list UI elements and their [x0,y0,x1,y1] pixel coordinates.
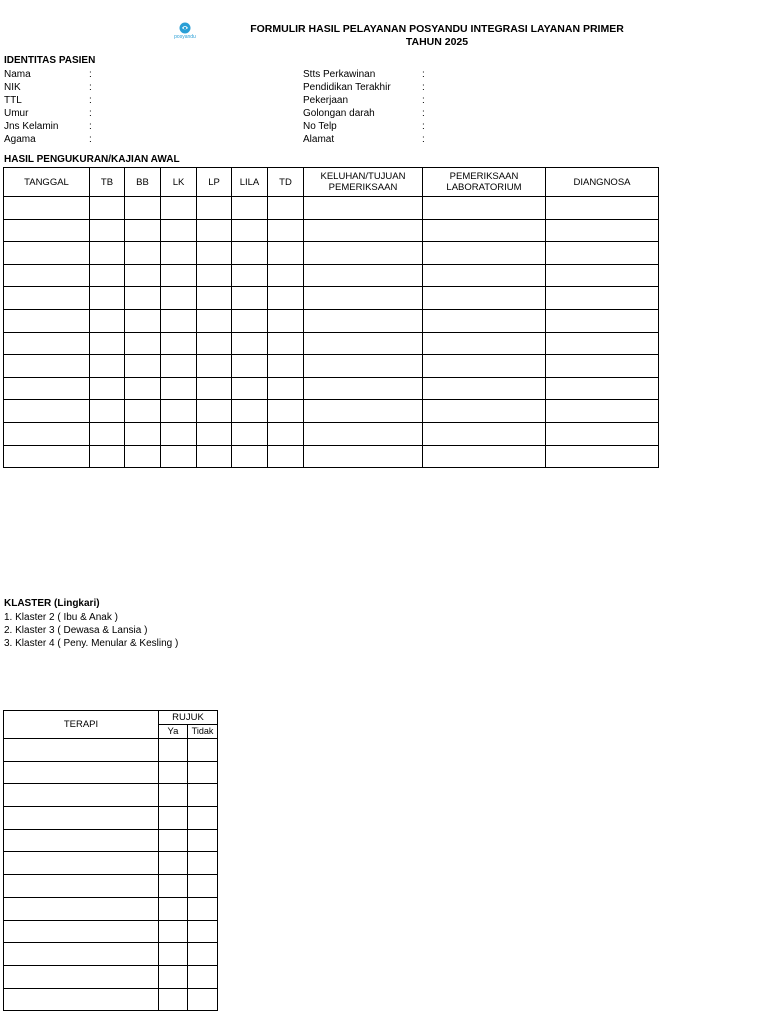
hasil-table-cell[interactable] [161,197,197,220]
hasil-table-row [4,377,659,400]
hasil-table-cell[interactable] [423,264,546,287]
hasil-table-cell[interactable] [232,332,268,355]
hasil-table-cell[interactable] [546,445,659,468]
hasil-table-cell[interactable] [546,264,659,287]
terapi-body [4,739,218,1011]
hasil-table-cell[interactable] [232,219,268,242]
terapi-cell[interactable] [4,761,159,784]
hasil-table-cell[interactable] [125,377,161,400]
form-title-line1: FORMULIR HASIL PELAYANAN POSYANDU INTEGRASI LAYANAN PRIMER [250,23,624,35]
rujuk-ya-cell[interactable] [159,852,188,875]
hasil-column-header: PEMERIKSAAN LABORATORIUM [423,168,546,197]
hasil-table-cell[interactable] [4,445,90,468]
hasil-table-cell[interactable] [423,422,546,445]
terapi-cell[interactable] [4,739,159,762]
hasil-table-cell[interactable] [268,422,304,445]
identitas-left-field-label: Jns Kelamin [4,121,59,132]
hasil-table-cell[interactable] [197,445,232,468]
terapi-table-row [4,988,218,1011]
hasil-table-cell[interactable] [423,197,546,220]
hasil-table-cell[interactable] [546,422,659,445]
terapi-cell[interactable] [4,920,159,943]
posyandu-logo [171,22,199,44]
hasil-table-cell[interactable] [546,287,659,310]
terapi-cell[interactable] [4,784,159,807]
identitas-left-field-colon: : [89,121,92,132]
rujuk-header: RUJUK [159,711,218,725]
hasil-table-cell[interactable] [304,197,423,220]
klaster-item[interactable]: 1. Klaster 2 ( Ibu & Anak ) [4,612,118,623]
hasil-table-row [4,400,659,423]
identitas-left-field-colon: : [89,69,92,80]
rujuk-ya-cell[interactable] [159,739,188,762]
hasil-table-cell[interactable] [423,377,546,400]
hasil-table-cell[interactable] [125,355,161,378]
hasil-table-cell[interactable] [197,242,232,265]
rujuk-ya-cell[interactable] [159,943,188,966]
hasil-table-cell[interactable] [423,332,546,355]
hasil-table-cell[interactable] [161,242,197,265]
rujuk-ya-cell[interactable] [159,829,188,852]
hasil-table-cell[interactable] [90,219,125,242]
hasil-table-cell[interactable] [125,400,161,423]
hasil-table-cell[interactable] [304,332,423,355]
hasil-table-cell[interactable] [4,355,90,378]
hasil-title: HASIL PENGUKURAN/KAJIAN AWAL [4,154,180,165]
hasil-column-header: BB [125,168,161,197]
terapi-cell[interactable] [4,875,159,898]
hasil-table-cell[interactable] [304,287,423,310]
hasil-table-cell[interactable] [232,242,268,265]
klaster-list [4,611,178,650]
identitas-left-field-colon: : [89,134,92,145]
hasil-table-cell[interactable] [161,400,197,423]
hasil-table-row [4,332,659,355]
hasil-table-cell[interactable] [197,219,232,242]
hasil-table-cell[interactable] [197,355,232,378]
identitas-right-field-label: Pekerjaan [303,95,349,106]
hasil-column-header: LILA [232,168,268,197]
hasil-table-cell[interactable] [304,219,423,242]
terapi-cell[interactable] [4,807,159,830]
terapi-table-row [4,761,218,784]
identitas-left-field-label: Agama [4,134,36,145]
hasil-table-cell[interactable] [4,264,90,287]
hasil-table-row [4,264,659,287]
hasil-table-cell[interactable] [546,309,659,332]
hasil-table-cell[interactable] [4,309,90,332]
identitas-right-block [303,68,583,148]
posyandu-logo-icon [178,22,192,34]
hasil-table-cell[interactable] [268,355,304,378]
hasil-table-row [4,242,659,265]
terapi-table-row [4,784,218,807]
terapi-header-row [4,711,218,725]
hasil-column-header: LP [197,168,232,197]
hasil-column-header: LK [161,168,197,197]
hasil-table-cell[interactable] [232,377,268,400]
rujuk-tidak-cell[interactable] [188,784,218,807]
hasil-table-cell[interactable] [232,355,268,378]
hasil-table-cell[interactable] [125,332,161,355]
rujuk-ya-cell[interactable] [159,988,188,1011]
terapi-cell[interactable] [4,829,159,852]
hasil-table-cell[interactable] [161,377,197,400]
identitas-right-field-colon: : [422,108,425,119]
terapi-table-row [4,807,218,830]
terapi-table-row [4,875,218,898]
hasil-table-cell[interactable] [423,400,546,423]
rujuk-ya-cell[interactable] [159,807,188,830]
hasil-table-cell[interactable] [268,309,304,332]
hasil-table-row [4,445,659,468]
hasil-table-cell[interactable] [304,445,423,468]
identitas-right-field-colon: : [422,82,425,93]
form-title [232,23,642,49]
identitas-right-field-colon: : [422,95,425,106]
hasil-table-cell[interactable] [90,264,125,287]
hasil-table-cell[interactable] [161,287,197,310]
hasil-table-cell[interactable] [197,332,232,355]
hasil-table-cell[interactable] [4,219,90,242]
rujuk-tidak-cell[interactable] [188,920,218,943]
hasil-table-cell[interactable] [161,219,197,242]
hasil-table-cell[interactable] [232,264,268,287]
hasil-table-cell[interactable] [268,197,304,220]
hasil-table-cell[interactable] [90,377,125,400]
rujuk-tidak-cell[interactable] [188,807,218,830]
hasil-body [4,197,659,468]
hasil-table-row [4,355,659,378]
hasil-table-row [4,422,659,445]
hasil-table-cell[interactable] [423,309,546,332]
terapi-cell[interactable] [4,965,159,988]
rujuk-tidak-cell[interactable] [188,829,218,852]
hasil-table-cell[interactable] [161,422,197,445]
hasil-table-cell[interactable] [268,264,304,287]
identitas-right-field-colon: : [422,134,425,145]
klaster-item[interactable]: 2. Klaster 3 ( Dewasa & Lansia ) [4,625,148,636]
terapi-table-row [4,943,218,966]
terapi-cell[interactable] [4,943,159,966]
rujuk-ya-cell[interactable] [159,920,188,943]
hasil-table-cell[interactable] [197,287,232,310]
hasil-table-cell[interactable] [423,287,546,310]
hasil-table-cell[interactable] [125,264,161,287]
terapi-cell[interactable] [4,988,159,1011]
hasil-table-cell[interactable] [268,445,304,468]
klaster-item[interactable]: 3. Klaster 4 ( Peny. Menular & Kesling ) [4,638,179,649]
hasil-table-row [4,197,659,220]
rujuk-ya-cell[interactable] [159,784,188,807]
hasil-table-cell[interactable] [546,332,659,355]
hasil-table-cell[interactable] [197,422,232,445]
hasil-table-cell[interactable] [125,287,161,310]
hasil-table-cell[interactable] [90,332,125,355]
hasil-table [3,167,659,468]
identitas-left-field-colon: : [89,108,92,119]
hasil-table-cell[interactable] [546,377,659,400]
hasil-table-cell[interactable] [546,197,659,220]
hasil-table-cell[interactable] [125,219,161,242]
hasil-column-header: TD [268,168,304,197]
terapi-table-row [4,965,218,988]
hasil-table-cell[interactable] [4,377,90,400]
hasil-table-cell[interactable] [423,242,546,265]
hasil-table-cell[interactable] [304,242,423,265]
identitas-right-field-colon: : [422,121,425,132]
hasil-table-cell[interactable] [268,242,304,265]
hasil-column-header: DIANGNOSA [546,168,659,197]
hasil-table-cell[interactable] [546,219,659,242]
hasil-table-cell[interactable] [304,264,423,287]
hasil-table-cell[interactable] [161,264,197,287]
rujuk-tidak-cell[interactable] [188,761,218,784]
rujuk-tidak-cell[interactable] [188,988,218,1011]
hasil-header-row [4,168,659,197]
rujuk-tidak-cell[interactable] [188,965,218,988]
hasil-table-cell[interactable] [90,422,125,445]
hasil-table-cell[interactable] [268,219,304,242]
hasil-table-cell[interactable] [125,445,161,468]
hasil-table-cell[interactable] [268,377,304,400]
rujuk-tidak-cell[interactable] [188,852,218,875]
identitas-right-field-label: Alamat [303,134,335,145]
terapi-table-row [4,852,218,875]
identitas-right-field-label: Pendidikan Terakhir [303,82,391,93]
rujuk-ya-cell[interactable] [159,897,188,920]
hasil-table-row [4,219,659,242]
logo-text: posyandu [174,34,196,40]
identitas-right-field-label: No Telp [303,121,337,132]
form-title-line2: TAHUN 2025 [405,36,469,48]
hasil-table-cell[interactable] [197,197,232,220]
hasil-table-cell[interactable] [304,422,423,445]
hasil-table-cell[interactable] [268,400,304,423]
hasil-table-cell[interactable] [304,309,423,332]
terapi-header: TERAPI [4,711,159,739]
hasil-table-cell[interactable] [546,400,659,423]
hasil-table-cell[interactable] [197,377,232,400]
identitas-left-field-label: Umur [4,108,29,119]
identitas-left-field-label: TTL [4,95,22,106]
rujuk-tidak-header: Tidak [188,725,218,739]
hasil-table-row [4,287,659,310]
identitas-right-field-colon: : [422,69,425,80]
hasil-table-cell[interactable] [90,287,125,310]
hasil-table-cell[interactable] [4,422,90,445]
identitas-left-field-colon: : [89,82,92,93]
hasil-table-cell[interactable] [4,332,90,355]
rujuk-ya-cell[interactable] [159,875,188,898]
hasil-table-cell[interactable] [232,287,268,310]
hasil-table-cell[interactable] [4,400,90,423]
rujuk-ya-cell[interactable] [159,965,188,988]
rujuk-tidak-cell[interactable] [188,897,218,920]
hasil-table-cell[interactable] [161,355,197,378]
hasil-table-cell[interactable] [90,309,125,332]
hasil-table-cell[interactable] [90,400,125,423]
hasil-table-cell[interactable] [125,422,161,445]
hasil-table-cell[interactable] [161,332,197,355]
hasil-table-cell[interactable] [90,445,125,468]
terapi-cell[interactable] [4,897,159,920]
hasil-table-cell[interactable] [197,264,232,287]
terapi-table-row [4,739,218,762]
hasil-table-cell[interactable] [125,197,161,220]
terapi-table-row [4,829,218,852]
hasil-table-cell[interactable] [304,355,423,378]
terapi-table [3,710,218,1011]
hasil-table-cell[interactable] [4,197,90,220]
hasil-table-cell[interactable] [197,309,232,332]
hasil-table-cell[interactable] [125,242,161,265]
hasil-table-cell[interactable] [304,400,423,423]
hasil-table-cell[interactable] [197,400,232,423]
hasil-table-cell[interactable] [232,422,268,445]
rujuk-ya-cell[interactable] [159,761,188,784]
rujuk-tidak-cell[interactable] [188,739,218,762]
terapi-table-row [4,897,218,920]
terapi-cell[interactable] [4,852,159,875]
hasil-table-cell[interactable] [90,355,125,378]
rujuk-tidak-cell[interactable] [188,943,218,966]
klaster-title: KLASTER (Lingkari) [4,598,100,609]
identitas-title: IDENTITAS PASIEN [4,55,96,66]
hasil-table-cell[interactable] [161,445,197,468]
hasil-table-cell[interactable] [546,242,659,265]
identitas-right-field-label: Golongan darah [303,108,375,119]
hasil-table-cell[interactable] [90,242,125,265]
hasil-table-cell[interactable] [423,445,546,468]
identitas-left-block [4,68,284,148]
hasil-table-cell[interactable] [232,400,268,423]
hasil-table-cell[interactable] [232,197,268,220]
rujuk-ya-header: Ya [159,725,188,739]
hasil-table-cell[interactable] [4,242,90,265]
hasil-table-cell[interactable] [268,332,304,355]
hasil-column-header: TANGGAL [4,168,90,197]
terapi-table-row [4,920,218,943]
hasil-table-cell[interactable] [125,309,161,332]
identitas-left-field-label: Nama [4,69,31,80]
hasil-table-cell[interactable] [423,219,546,242]
hasil-table-cell[interactable] [4,287,90,310]
hasil-column-header: KELUHAN/TUJUAN PEMERIKSAAN [304,168,423,197]
hasil-table-cell[interactable] [232,309,268,332]
hasil-table-cell[interactable] [268,287,304,310]
identitas-right-field-label: Stts Perkawinan [303,69,376,80]
hasil-table-row [4,309,659,332]
hasil-table-cell[interactable] [423,355,546,378]
hasil-table-cell[interactable] [90,197,125,220]
hasil-table-cell[interactable] [232,445,268,468]
hasil-table-cell[interactable] [546,355,659,378]
hasil-table-cell[interactable] [161,309,197,332]
identitas-left-field-colon: : [89,95,92,106]
hasil-column-header: TB [90,168,125,197]
identitas-left-field-label: NIK [4,82,21,93]
rujuk-tidak-cell[interactable] [188,875,218,898]
hasil-table-cell[interactable] [304,377,423,400]
